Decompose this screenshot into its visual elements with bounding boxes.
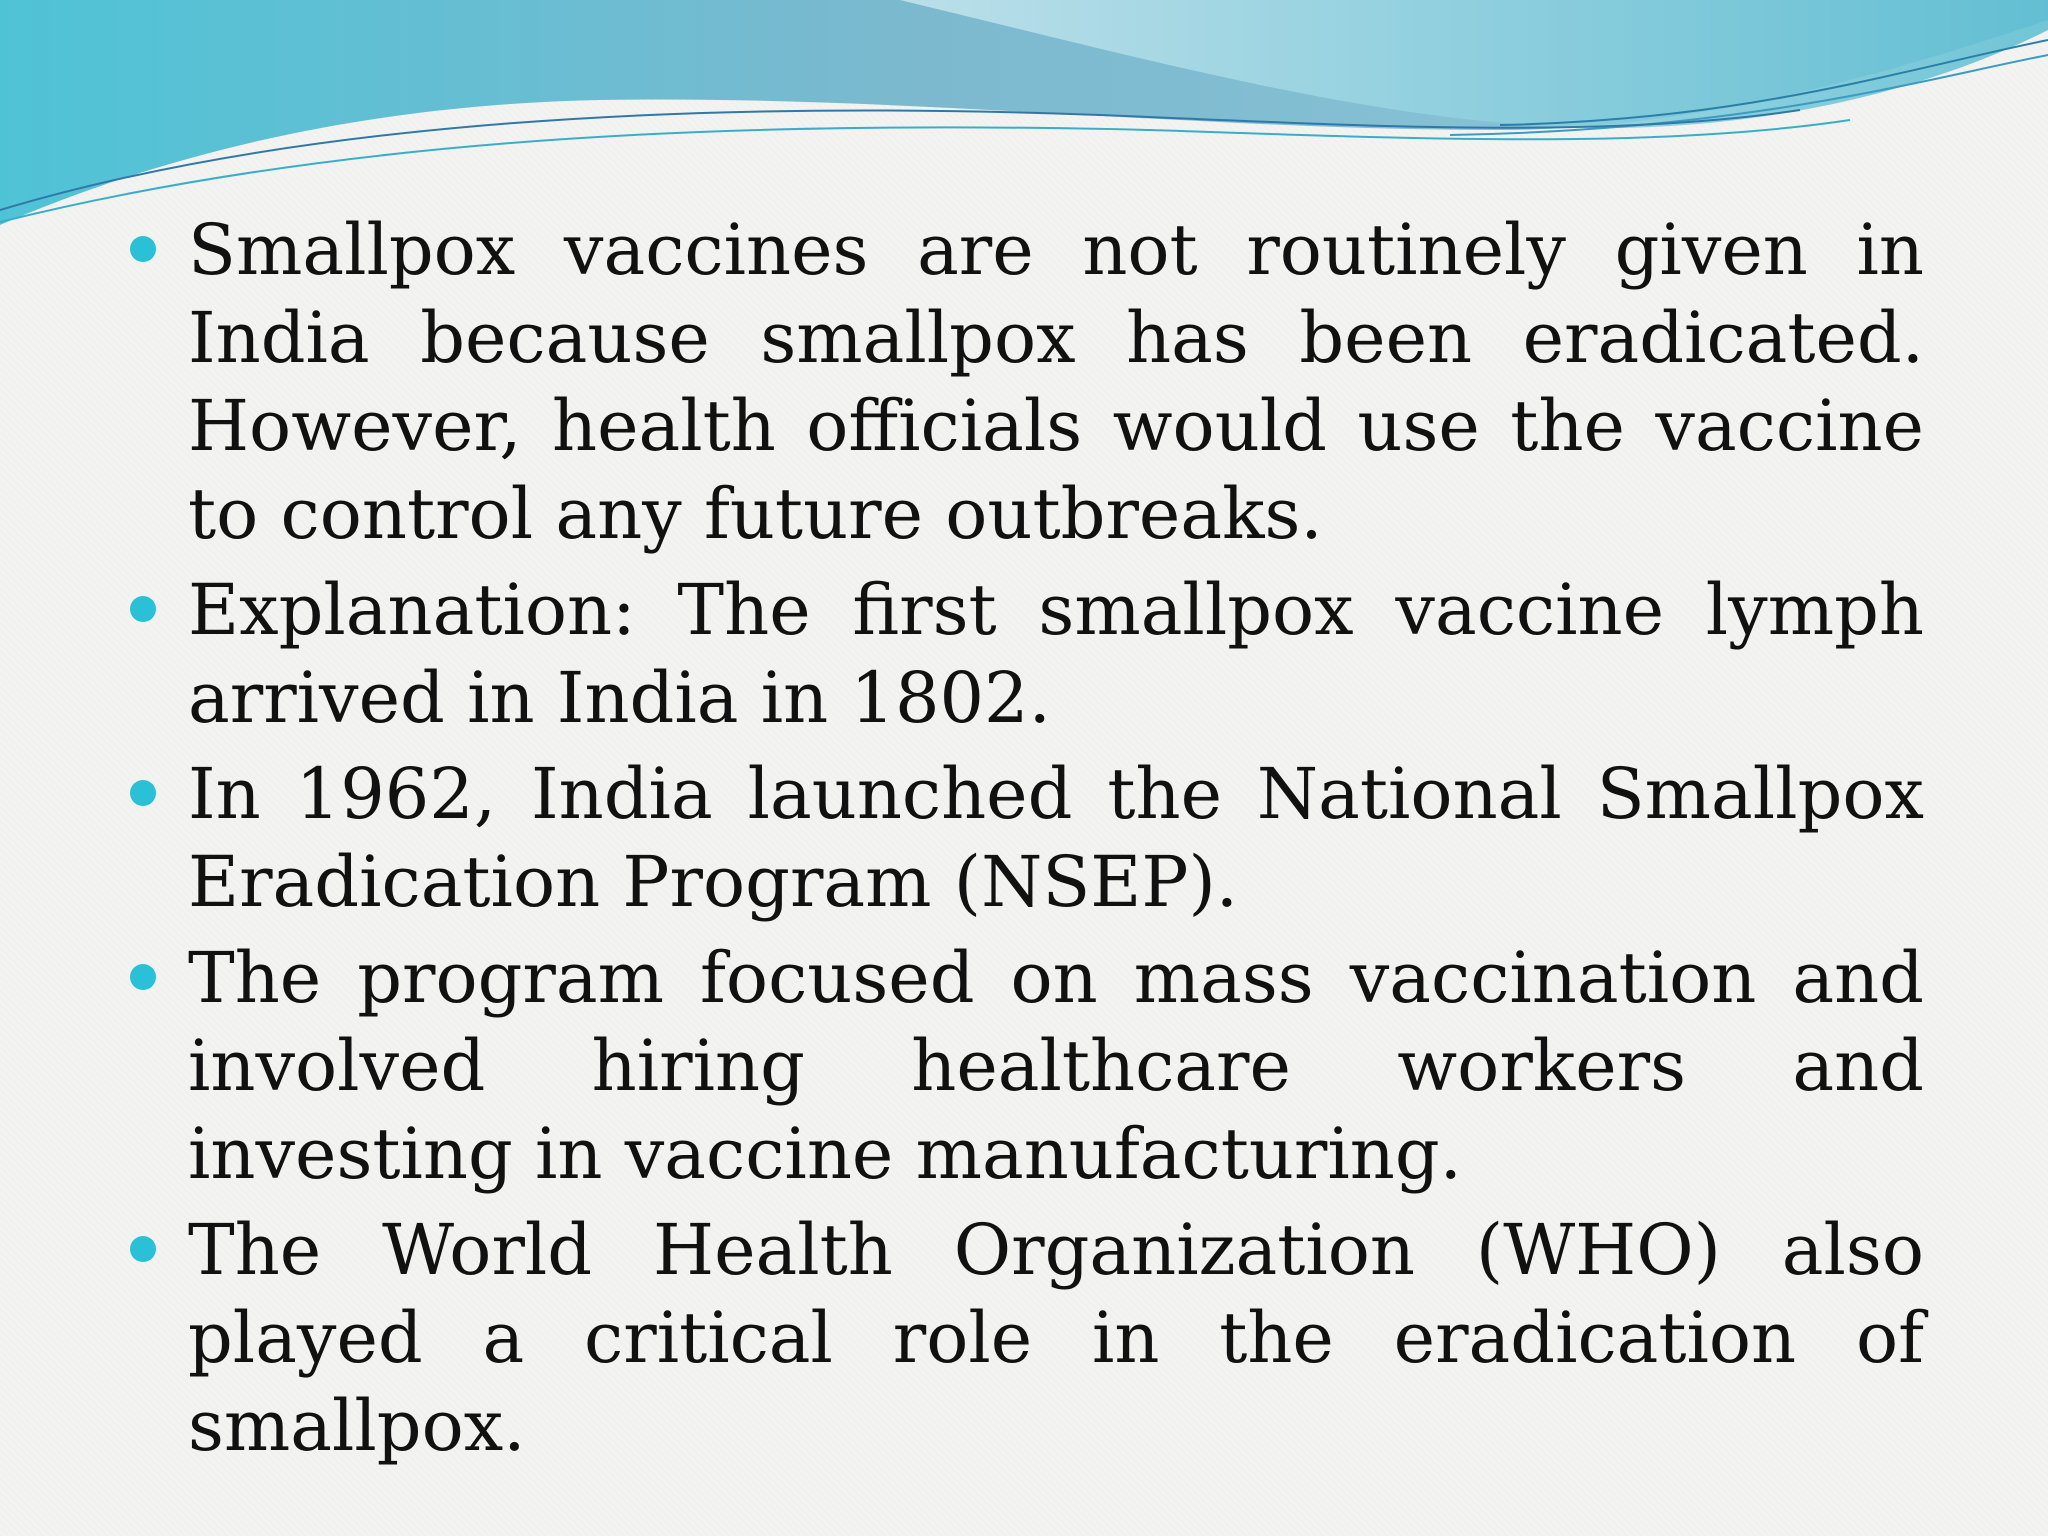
- bullet-text: Explanation: The first smallpox vaccine lymph arrived in India in 1802.: [188, 569, 1924, 739]
- bullet-dot-icon: [130, 780, 156, 806]
- bullet-text: The program focused on mass vaccination and involved hiring healthcare workers and investing in vaccine manufacturing.: [188, 937, 1924, 1195]
- bullet-item: [130, 566, 1924, 742]
- bullet-item: [130, 750, 1924, 926]
- bullet-list-container: [130, 206, 1924, 1478]
- bullet-text: Smallpox vaccines are not routinely given in India because smallpox has been eradicated. However, health officials would use the vaccine to control any future outbreaks.: [188, 209, 1924, 555]
- bullet-item: [130, 934, 1924, 1198]
- bullet-text: The World Health Organization (WHO) also played a critical role in the eradication of smallpox.: [188, 1209, 1924, 1467]
- bullet-dot-icon: [130, 596, 156, 622]
- bullet-dot-icon: [130, 1236, 156, 1262]
- bullet-item: [130, 1206, 1924, 1470]
- bullet-dot-icon: [130, 236, 156, 262]
- bullet-dot-icon: [130, 964, 156, 990]
- bullet-item: [130, 206, 1924, 558]
- bullet-text: In 1962, India launched the National Smallpox Eradication Program (NSEP).: [188, 753, 1924, 923]
- bullet-list: [130, 206, 1924, 1470]
- header-wave-decoration: [0, 0, 2048, 240]
